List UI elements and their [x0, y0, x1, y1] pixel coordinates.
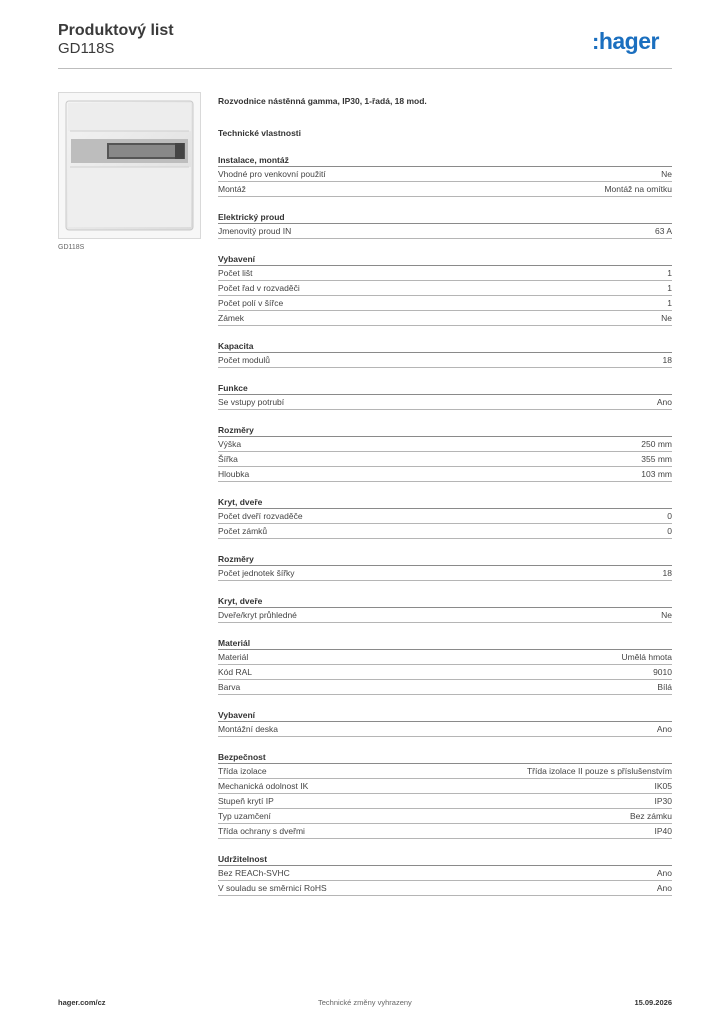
page-header — [58, 22, 174, 57]
distribution-board-image — [65, 99, 194, 232]
spec-value: 1 — [667, 298, 672, 308]
spec-row — [218, 809, 672, 824]
spec-row — [218, 395, 672, 410]
spec-value: 1 — [667, 268, 672, 278]
section-title: Rozměry — [218, 424, 672, 437]
spec-section — [218, 595, 672, 623]
footer-website: hager.com/cz — [58, 998, 106, 1007]
spec-row — [218, 182, 672, 197]
spec-value: Montáž na omítku — [604, 184, 672, 194]
page-title: Produktový list — [58, 22, 174, 39]
spec-value: Bílá — [657, 682, 672, 692]
spec-section — [218, 382, 672, 410]
spec-value: 63 A — [654, 226, 672, 236]
spec-row — [218, 467, 672, 482]
spec-value: 18 — [662, 355, 672, 365]
spec-row — [218, 437, 672, 452]
spec-row — [218, 665, 672, 680]
spec-label: Počet lišt — [218, 268, 253, 278]
spec-value: Bez zámku — [629, 811, 672, 821]
spec-row — [218, 224, 672, 239]
spec-label: V souladu se směrnicí RoHS — [218, 883, 327, 893]
spec-value: Ano — [656, 724, 672, 734]
section-title: Instalace, montáž — [218, 154, 672, 167]
product-code: GD118S — [58, 40, 115, 57]
spec-label: Počet jednotek šířky — [218, 568, 295, 578]
spec-section — [218, 751, 672, 839]
technical-properties-title: Technické vlastnosti — [218, 128, 301, 138]
spec-section — [218, 637, 672, 695]
spec-row — [218, 296, 672, 311]
spec-label: Třída ochrany s dveřmi — [218, 826, 305, 836]
spec-value: 18 — [662, 568, 672, 578]
spec-sections — [218, 154, 672, 896]
section-title: Vybavení — [218, 253, 672, 266]
spec-label: Počet zámků — [218, 526, 268, 536]
spec-row — [218, 794, 672, 809]
spec-row — [218, 509, 672, 524]
spec-row — [218, 281, 672, 296]
spec-label: Výška — [218, 439, 242, 449]
spec-value: Ano — [656, 397, 672, 407]
spec-label: Dveře/kryt průhledné — [218, 610, 297, 620]
section-title: Kryt, dveře — [218, 496, 672, 509]
spec-row — [218, 566, 672, 581]
spec-label: Počet řad v rozvaděči — [218, 283, 300, 293]
spec-row — [218, 266, 672, 281]
spec-label: Bez REACh-SVHC — [218, 868, 290, 878]
spec-section — [218, 709, 672, 737]
spec-label: Stupeň krytí IP — [218, 796, 274, 806]
spec-value: IK05 — [654, 781, 672, 791]
spec-row — [218, 764, 672, 779]
spec-row — [218, 824, 672, 839]
spec-label: Počet polí v šířce — [218, 298, 284, 308]
spec-value: Umělá hmota — [621, 652, 672, 662]
spec-value: Ne — [661, 169, 672, 179]
spec-section — [218, 424, 672, 482]
spec-row — [218, 353, 672, 368]
spec-row — [218, 167, 672, 182]
spec-value: Ano — [656, 883, 672, 893]
spec-value: 0 — [667, 526, 672, 536]
spec-row — [218, 650, 672, 665]
spec-label: Vhodné pro venkovní použití — [218, 169, 326, 179]
spec-content — [218, 96, 672, 896]
spec-label: Jmenovitý proud IN — [218, 226, 292, 236]
spec-value: Ne — [661, 610, 672, 620]
spec-section — [218, 253, 672, 326]
spec-value: Ano — [656, 868, 672, 878]
spec-value: 250 mm — [641, 439, 672, 449]
spec-label: Hloubka — [218, 469, 250, 479]
spec-section — [218, 553, 672, 581]
spec-value: 0 — [667, 511, 672, 521]
spec-label: Se vstupy potrubí — [218, 397, 285, 407]
spec-row — [218, 881, 672, 896]
spec-value: IP40 — [654, 826, 672, 836]
spec-row — [218, 524, 672, 539]
spec-label: Barva — [218, 682, 241, 692]
product-description: Rozvodnice nástěnná gamma, IP30, 1-řadá, 18 mod. — [218, 96, 427, 106]
spec-label: Montáž — [218, 184, 246, 194]
logo-text: hager — [598, 28, 659, 54]
section-title: Funkce — [218, 382, 672, 395]
section-title: Rozměry — [218, 553, 672, 566]
spec-section — [218, 340, 672, 368]
spec-section — [218, 211, 672, 239]
spec-section — [218, 154, 672, 197]
spec-value: 1 — [667, 283, 672, 293]
section-title: Vybavení — [218, 709, 672, 722]
spec-row — [218, 452, 672, 467]
spec-value: Ne — [661, 313, 672, 323]
spec-row — [218, 311, 672, 326]
section-title: Bezpečnost — [218, 751, 672, 764]
section-title: Elektrický proud — [218, 211, 672, 224]
spec-value: 103 mm — [641, 469, 672, 479]
section-title: Kapacita — [218, 340, 672, 353]
spec-value: 9010 — [653, 667, 672, 677]
spec-section — [218, 496, 672, 539]
spec-label: Zámek — [218, 313, 244, 323]
spec-row — [218, 608, 672, 623]
spec-label: Kód RAL — [218, 667, 253, 677]
spec-label: Materiál — [218, 652, 249, 662]
spec-value: Třída izolace II pouze s příslušenstvím — [526, 766, 672, 776]
hager-logo: :hager — [592, 28, 659, 54]
spec-label: Montážní deska — [218, 724, 279, 734]
spec-value: IP30 — [654, 796, 672, 806]
spec-row — [218, 722, 672, 737]
spec-section — [218, 853, 672, 896]
spec-row — [218, 779, 672, 794]
footer-date: 15.09.2026 — [634, 998, 672, 1007]
spec-label: Počet modulů — [218, 355, 270, 365]
spec-label: Šířka — [218, 454, 238, 464]
footer-notice: Technické změny vyhrazeny — [318, 998, 412, 1007]
spec-label: Mechanická odolnost IK — [218, 781, 309, 791]
product-caption: GD118S — [58, 244, 85, 251]
spec-label: Třída izolace — [218, 766, 267, 776]
section-title: Materiál — [218, 637, 672, 650]
section-title: Udržitelnost — [218, 853, 672, 866]
spec-row — [218, 680, 672, 695]
spec-label: Typ uzamčení — [218, 811, 271, 821]
product-image-frame — [58, 92, 201, 239]
header-divider — [58, 68, 672, 69]
section-title: Kryt, dveře — [218, 595, 672, 608]
spec-value: 355 mm — [641, 454, 672, 464]
spec-label: Počet dveří rozvaděče — [218, 511, 303, 521]
spec-row — [218, 866, 672, 881]
